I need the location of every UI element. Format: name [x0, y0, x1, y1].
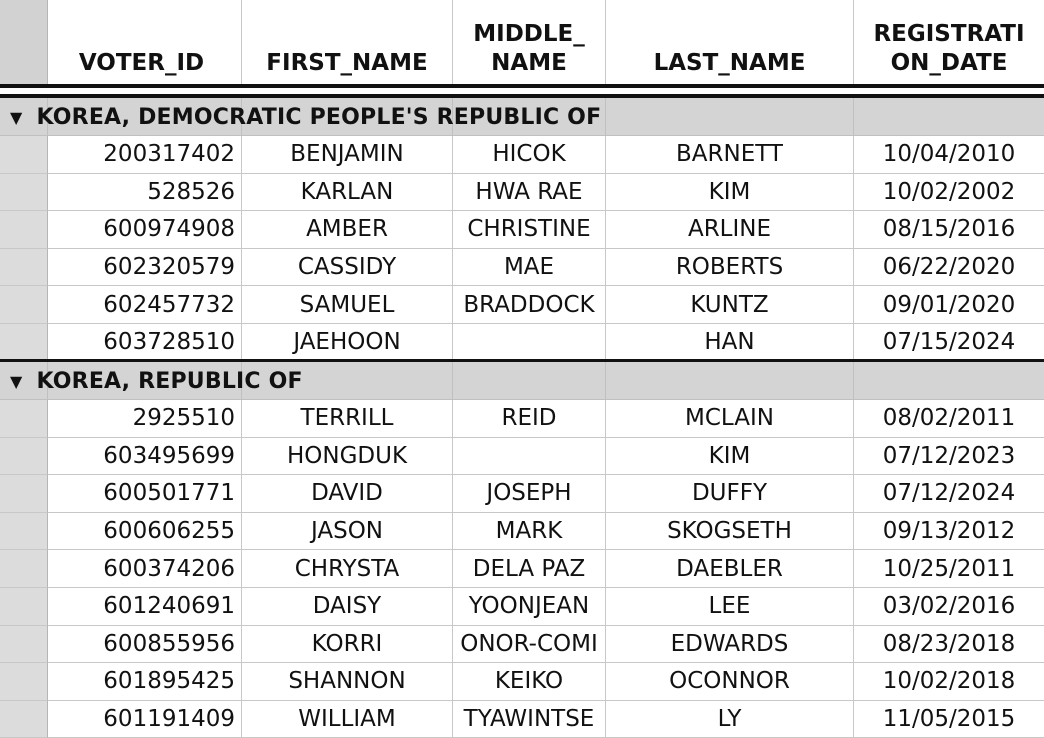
column-header-voter-id[interactable]: VOTER_ID: [48, 0, 242, 84]
cell-voter-id[interactable]: 601895425: [48, 663, 242, 701]
cell-first-name[interactable]: JAEHOON: [242, 324, 453, 362]
cell-last-name[interactable]: LY: [606, 701, 854, 738]
cell-registration-date[interactable]: 09/01/2020: [854, 286, 1044, 324]
cell-voter-id[interactable]: 601240691: [48, 588, 242, 626]
cell-last-name[interactable]: KIM: [606, 438, 854, 476]
group-header-cell: [606, 362, 854, 400]
row-header[interactable]: [0, 701, 48, 738]
cell-middle-name[interactable]: HICOK: [453, 136, 606, 174]
cell-last-name[interactable]: BARNETT: [606, 136, 854, 174]
table-row[interactable]: [0, 286, 1044, 324]
group-label-text: KOREA, REPUBLIC OF: [36, 368, 303, 394]
table-row[interactable]: [0, 550, 1044, 588]
cell-last-name[interactable]: MCLAIN: [606, 400, 854, 438]
group-header-cell: [854, 362, 1044, 400]
cell-registration-date[interactable]: 06/22/2020: [854, 249, 1044, 287]
cell-middle-name[interactable]: TYAWINTSE: [453, 701, 606, 738]
table-row[interactable]: [0, 174, 1044, 212]
row-header[interactable]: [0, 550, 48, 588]
table-row[interactable]: [0, 249, 1044, 287]
cell-first-name[interactable]: DAISY: [242, 588, 453, 626]
cell-registration-date[interactable]: 07/12/2024: [854, 475, 1044, 513]
cell-registration-date[interactable]: 10/02/2018: [854, 663, 1044, 701]
cell-last-name[interactable]: ROBERTS: [606, 249, 854, 287]
cell-registration-date[interactable]: 07/12/2023: [854, 438, 1044, 476]
cell-voter-id[interactable]: 528526: [48, 174, 242, 212]
cell-first-name[interactable]: SAMUEL: [242, 286, 453, 324]
corner-header[interactable]: [0, 0, 48, 84]
cell-middle-name[interactable]: REID: [453, 400, 606, 438]
cell-last-name[interactable]: ARLINE: [606, 211, 854, 249]
cell-first-name[interactable]: JASON: [242, 513, 453, 551]
cell-voter-id[interactable]: 601191409: [48, 701, 242, 738]
cell-registration-date[interactable]: 10/25/2011: [854, 550, 1044, 588]
cell-voter-id[interactable]: 200317402: [48, 136, 242, 174]
table-row[interactable]: [0, 400, 1044, 438]
cell-first-name[interactable]: SHANNON: [242, 663, 453, 701]
cell-registration-date[interactable]: 10/02/2002: [854, 174, 1044, 212]
cell-first-name[interactable]: KORRI: [242, 626, 453, 664]
row-header[interactable]: [0, 286, 48, 324]
cell-middle-name[interactable]: YOONJEAN: [453, 588, 606, 626]
group-header-cell: [606, 98, 854, 136]
table-row[interactable]: [0, 701, 1044, 738]
row-header[interactable]: [0, 588, 48, 626]
table-row[interactable]: [0, 663, 1044, 701]
cell-last-name[interactable]: EDWARDS: [606, 626, 854, 664]
cell-registration-date[interactable]: 08/02/2011: [854, 400, 1044, 438]
cell-voter-id[interactable]: 2925510: [48, 400, 242, 438]
row-header[interactable]: [0, 324, 48, 362]
cell-middle-name[interactable]: HWA RAE: [453, 174, 606, 212]
cell-last-name[interactable]: DAEBLER: [606, 550, 854, 588]
cell-voter-id[interactable]: 602320579: [48, 249, 242, 287]
cell-voter-id[interactable]: 602457732: [48, 286, 242, 324]
cell-last-name[interactable]: KUNTZ: [606, 286, 854, 324]
cell-voter-id[interactable]: 600974908: [48, 211, 242, 249]
cell-middle-name[interactable]: JOSEPH: [453, 475, 606, 513]
cell-registration-date[interactable]: 11/05/2015: [854, 701, 1044, 738]
column-header-middle-name[interactable]: MIDDLE_ NAME: [453, 0, 606, 84]
cell-middle-name[interactable]: [453, 324, 606, 362]
cell-middle-name[interactable]: MAE: [453, 249, 606, 287]
cell-first-name[interactable]: CASSIDY: [242, 249, 453, 287]
cell-first-name[interactable]: KARLAN: [242, 174, 453, 212]
triangle-down-icon[interactable]: ▼: [10, 107, 23, 127]
row-header[interactable]: [0, 400, 48, 438]
cell-first-name[interactable]: WILLIAM: [242, 701, 453, 738]
column-header-registration-date[interactable]: REGISTRATI ON_DATE: [873, 21, 1025, 76]
row-header[interactable]: [0, 663, 48, 701]
cell-registration-date[interactable]: 10/04/2010: [854, 136, 1044, 174]
cell-voter-id[interactable]: 600501771: [48, 475, 242, 513]
cell-middle-name[interactable]: [453, 438, 606, 476]
row-header[interactable]: [0, 626, 48, 664]
column-header-row: [0, 0, 1044, 84]
table-row[interactable]: [0, 588, 1044, 626]
table-row[interactable]: [0, 513, 1044, 551]
group-header-cell: [453, 362, 606, 400]
cell-first-name[interactable]: AMBER: [242, 211, 453, 249]
triangle-down-icon[interactable]: ▼: [10, 371, 23, 391]
cell-last-name[interactable]: KIM: [606, 174, 854, 212]
cell-last-name[interactable]: OCONNOR: [606, 663, 854, 701]
cell-first-name[interactable]: HONGDUK: [242, 438, 453, 476]
column-header-first-name[interactable]: FIRST_NAME: [242, 0, 453, 84]
column-header-last-name[interactable]: LAST_NAME: [606, 0, 854, 84]
group-label[interactable]: [10, 98, 601, 136]
row-header[interactable]: [0, 513, 48, 551]
cell-middle-name[interactable]: MARK: [453, 513, 606, 551]
cell-registration-date[interactable]: 07/15/2024: [854, 324, 1044, 362]
row-header[interactable]: [0, 211, 48, 249]
table-row[interactable]: [0, 211, 1044, 249]
cell-first-name[interactable]: CHRYSTA: [242, 550, 453, 588]
cell-registration-date[interactable]: 08/15/2016: [854, 211, 1044, 249]
cell-voter-id[interactable]: 600374206: [48, 550, 242, 588]
cell-first-name[interactable]: BENJAMIN: [242, 136, 453, 174]
cell-last-name[interactable]: LEE: [606, 588, 854, 626]
group-label[interactable]: [10, 362, 303, 400]
cell-registration-date[interactable]: 03/02/2016: [854, 588, 1044, 626]
cell-first-name[interactable]: DAVID: [242, 475, 453, 513]
cell-last-name[interactable]: SKOGSETH: [606, 513, 854, 551]
table-row[interactable]: [0, 136, 1044, 174]
cell-voter-id[interactable]: 603728510: [48, 324, 242, 362]
cell-voter-id[interactable]: 600855956: [48, 626, 242, 664]
cell-middle-name[interactable]: ONOR-COMI: [453, 626, 606, 664]
table-row[interactable]: [0, 475, 1044, 513]
row-header[interactable]: [0, 249, 48, 287]
cell-voter-id[interactable]: 600606255: [48, 513, 242, 551]
row-header[interactable]: [0, 174, 48, 212]
group-header-row[interactable]: [0, 362, 1044, 400]
cell-middle-name[interactable]: DELA PAZ: [453, 550, 606, 588]
group-label-text: KOREA, DEMOCRATIC PEOPLE'S REPUBLIC OF: [36, 104, 602, 130]
cell-registration-date[interactable]: 08/23/2018: [854, 626, 1044, 664]
group-header-row[interactable]: [0, 98, 1044, 136]
cell-last-name[interactable]: DUFFY: [606, 475, 854, 513]
cell-middle-name[interactable]: BRADDOCK: [453, 286, 606, 324]
row-header[interactable]: [0, 136, 48, 174]
cell-voter-id[interactable]: 603495699: [48, 438, 242, 476]
group-header-cell: [854, 98, 1044, 136]
table-row[interactable]: [0, 626, 1044, 664]
cell-first-name[interactable]: TERRILL: [242, 400, 453, 438]
cell-middle-name[interactable]: CHRISTINE: [453, 211, 606, 249]
row-header[interactable]: [0, 438, 48, 476]
row-header[interactable]: [0, 475, 48, 513]
table-row[interactable]: [0, 438, 1044, 476]
cell-last-name[interactable]: HAN: [606, 324, 854, 362]
cell-middle-name[interactable]: KEIKO: [453, 663, 606, 701]
cell-registration-date[interactable]: 09/13/2012: [854, 513, 1044, 551]
table-row[interactable]: [0, 324, 1044, 362]
